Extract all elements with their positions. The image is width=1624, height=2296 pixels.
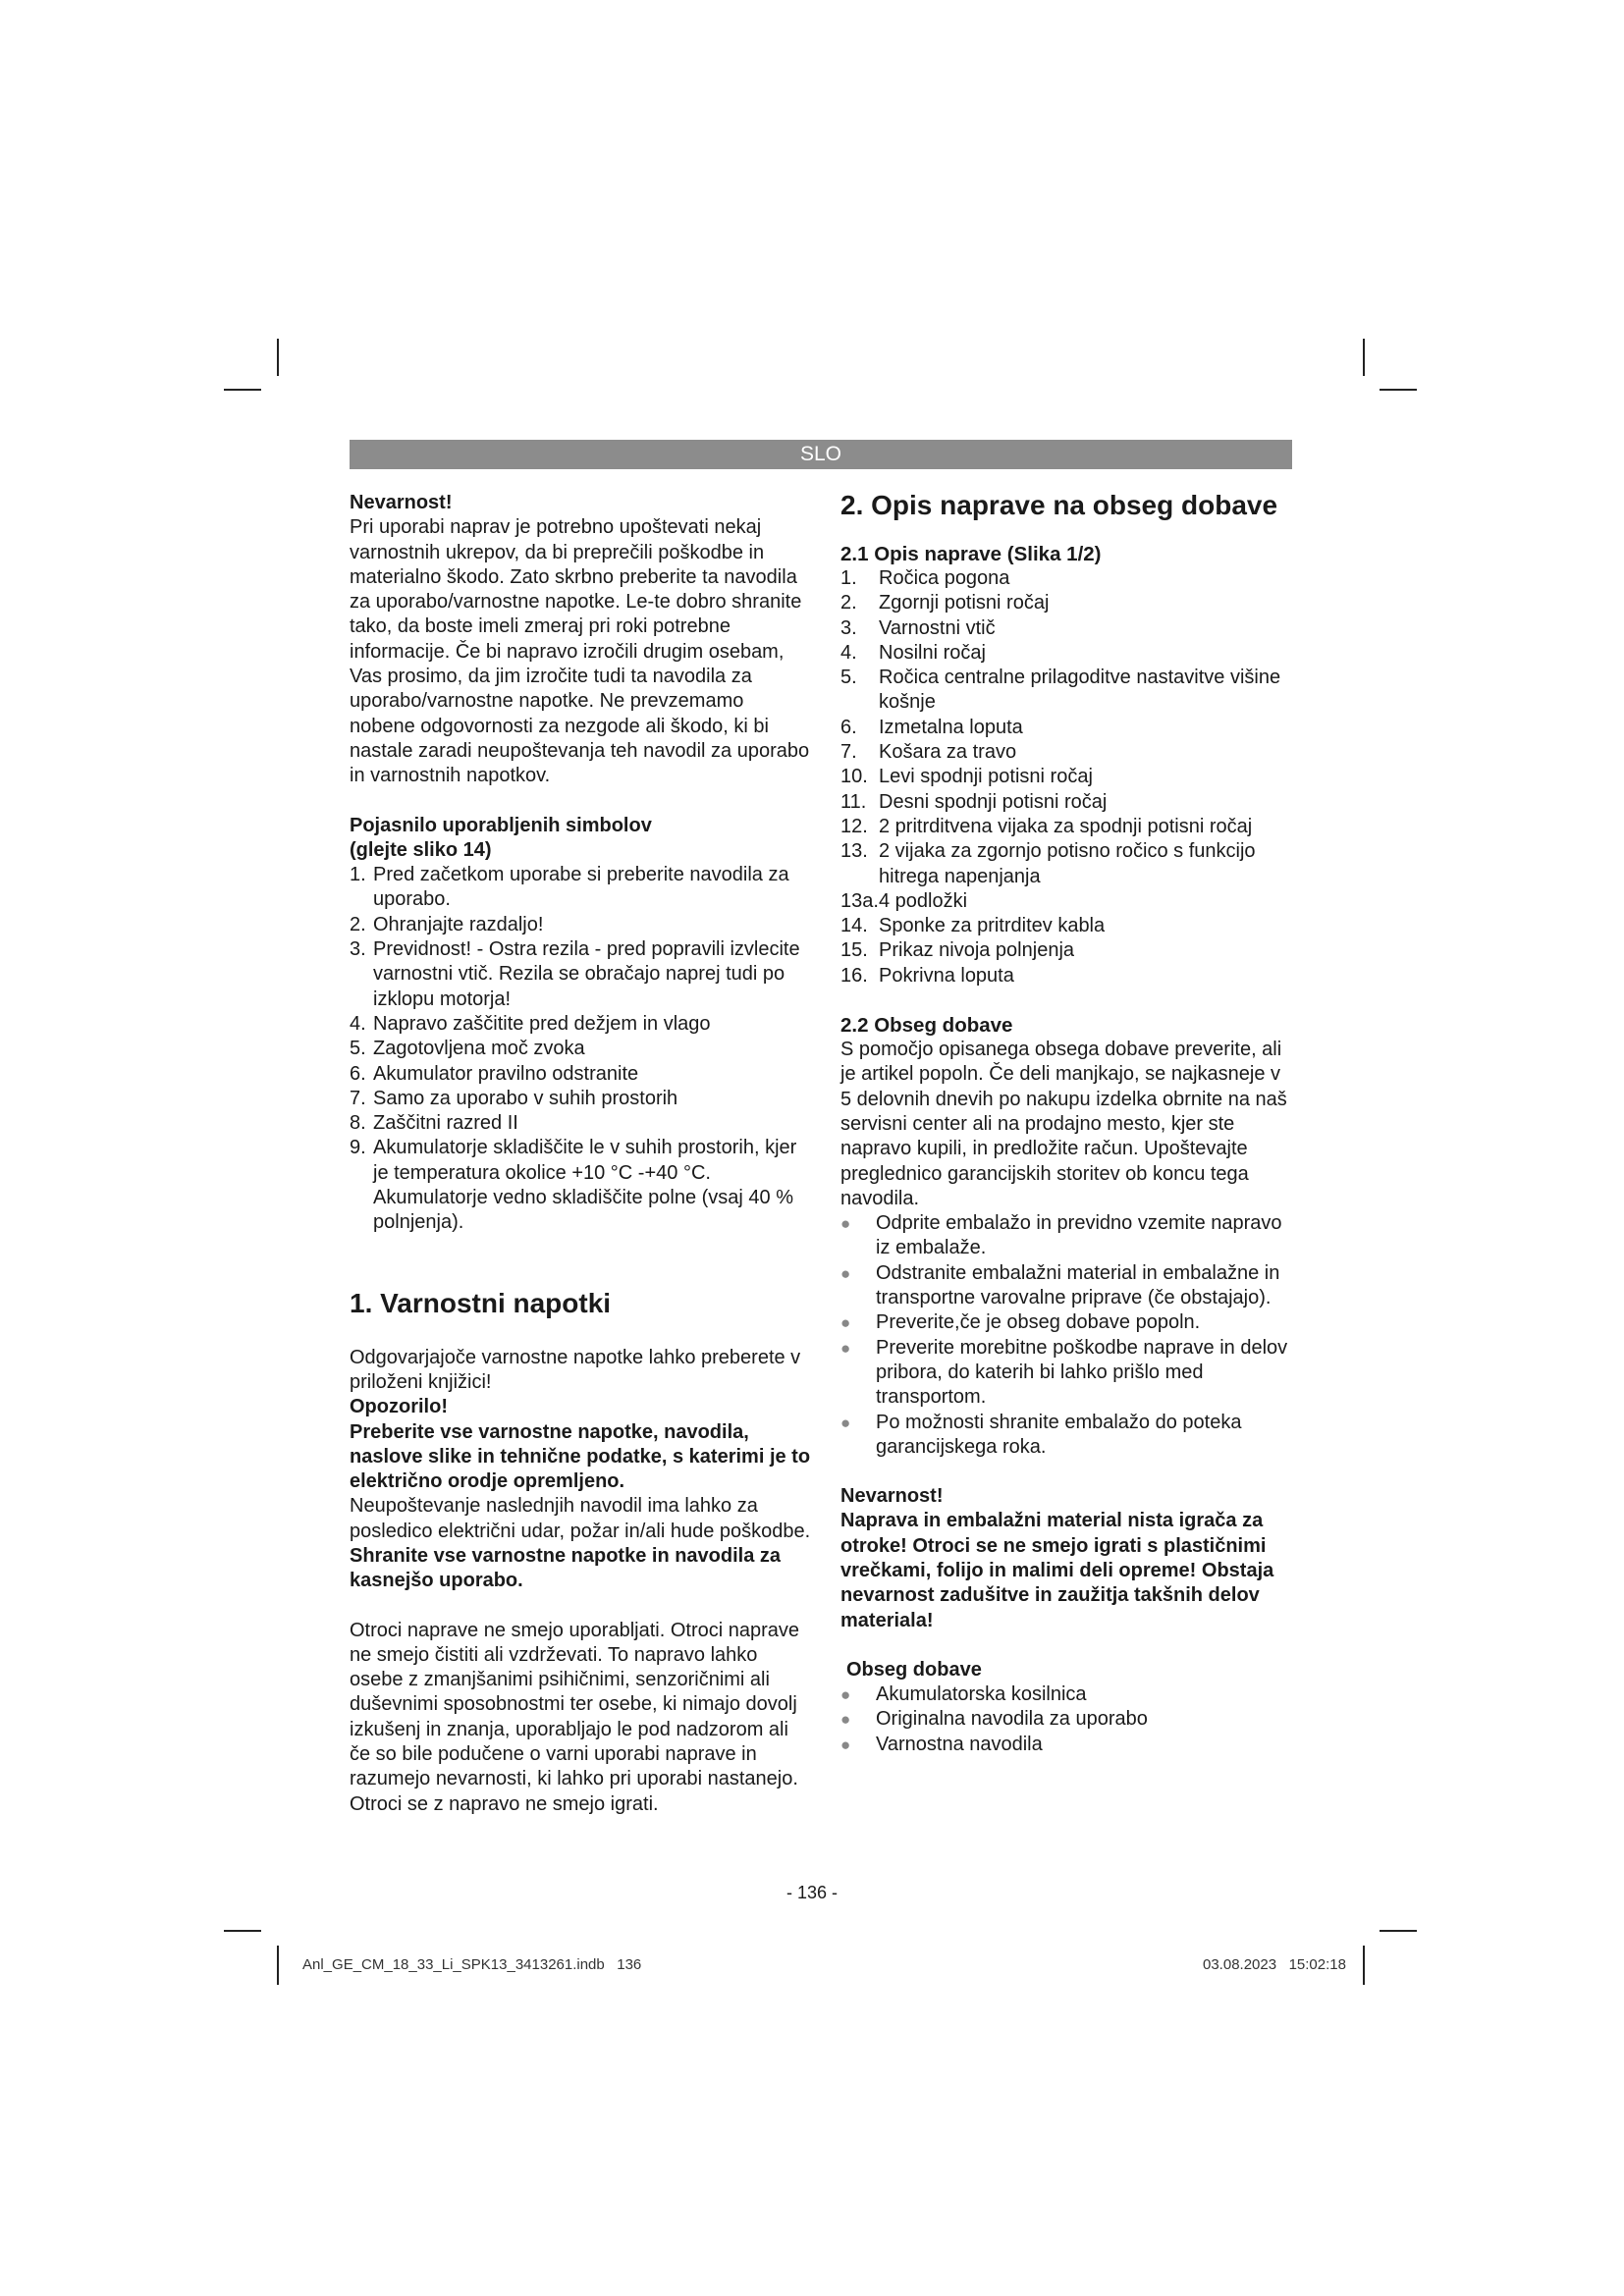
list-item: 14. Sponke za pritrditev kabla xyxy=(840,915,1106,937)
list-item: ● Varnostna navodila xyxy=(840,1733,1294,1757)
list-item: 1. Ročica pogona xyxy=(840,567,1010,589)
subsection-2-2-title: 2.2 Obseg dobave xyxy=(840,1014,1013,1038)
crop-mark-bottom-right-h xyxy=(1380,1930,1417,1932)
crop-mark-bottom-right-v xyxy=(1363,1946,1365,1985)
symbols-heading: Pojasnilo uporabljenih simbolov xyxy=(350,814,652,836)
list-item: 1. Pred začetkom uporabe si preberite navodila za uporabo. xyxy=(350,864,789,911)
danger-heading: Nevarnost! xyxy=(350,492,453,513)
section-1-title: 1. Varnostni napotki xyxy=(350,1287,612,1318)
list-item: 3. Previdnost! - Ostra rezila - pred popravili izvlecite varnostni vtič. Rezila se obračajo naprej tudi po izklopu motorja! xyxy=(350,938,800,1010)
crop-mark-top-left-h xyxy=(224,389,261,391)
children-paragraph: Otroci naprave ne smejo uporabljati. Otroci naprave ne smejo čistiti ali vzdrževati. To napravo lahko osebe z zmanjšanimi psihičnimi, senzoričnimi ali duševnimi sposobnostmi ter osebe, ki nimajo dovolj izkušenj in znanja, uporabljajo le pod nadzorom ali če so bile podučene o varni uporabi naprave in razumejo nevarnosti, ki lahko pri uporabi nastanejo. Otroci se z napravo ne smejo igrati. xyxy=(350,1619,800,1815)
list-item: 6. Izmetalna loputa xyxy=(840,716,1023,738)
list-item: 4. Napravo zaščitite pred dežjem in vlago xyxy=(350,1012,711,1035)
bullet-icon: ● xyxy=(840,1735,851,1754)
bullet-icon: ● xyxy=(840,1214,851,1234)
bullet-icon: ● xyxy=(840,1313,851,1333)
crop-mark-bottom-left-h xyxy=(224,1930,261,1932)
right-column xyxy=(840,491,1294,1757)
crop-mark-top-right-v xyxy=(1363,339,1365,376)
list-item: 11. Desni spodnji potisni ročaj xyxy=(840,790,1108,813)
list-item: ● Originalna navodila za uporabo xyxy=(840,1707,1294,1732)
list-item: 12. 2 pritrditvena vijaka za spodnji potisni ročaj xyxy=(840,815,1253,837)
crop-mark-top-left-v xyxy=(277,339,279,376)
list-item: 13a. 4 podložki xyxy=(840,889,968,912)
page-number: - 136 - xyxy=(785,1883,839,1902)
list-item: 10. Levi spodnji potisni ročaj xyxy=(840,766,1093,788)
list-item: 5. Zagotovljena moč zvoka xyxy=(350,1038,585,1060)
scope-list xyxy=(840,1682,1294,1757)
list-item: 9. Akumulatorje skladiščite le v suhih prostorih, kjer je temperatura okolice +10 °C -+40 °C. Akumulatorje vedno skladiščite polne (vsaj 40 % polnjenja). xyxy=(350,1137,797,1234)
list-item: 8. Zaščitni razred II xyxy=(350,1112,518,1135)
print-file-info: Anl_GE_CM_18_33_Li_SPK13_3413261.indb 136 xyxy=(302,1956,642,1973)
section-2-title: 2. Opis naprave na obseg dobave xyxy=(840,490,1278,520)
section-1-intro: Odgovarjajoče varnostne napotke lahko preberete v priloženi knjižici! xyxy=(350,1346,801,1393)
list-item: ● Preverite,če je obseg dobave popoln. xyxy=(840,1310,1294,1335)
unpacking-list xyxy=(840,1211,1294,1460)
warning-text: Neupoštevanje naslednjih navodil ima lahko za posledico električni udar, požar in/ali hude poškodbe. xyxy=(350,1495,811,1542)
left-column xyxy=(350,491,811,1817)
danger-heading-2: Nevarnost! xyxy=(840,1485,944,1508)
list-item: 15. Prikaz nivoja polnjenja xyxy=(840,939,1075,962)
list-item: ● Akumulatorska kosilnica xyxy=(840,1682,1294,1707)
list-item: ● Odprite embalažo in previdno vzemite napravo iz embalaže. xyxy=(840,1211,1294,1261)
list-item: 2. Zgornji potisni ročaj xyxy=(840,592,1050,614)
symbols-list xyxy=(350,863,811,1235)
bullet-icon: ● xyxy=(840,1413,851,1432)
bullet-icon: ● xyxy=(840,1263,851,1283)
list-item: ● Preverite morebitne poškodbe naprave in delov pribora, do katerih bi lahko prišlo med transportom. xyxy=(840,1336,1294,1411)
bullet-icon: ● xyxy=(840,1685,851,1705)
list-item: 5. Ročica centralne prilagoditve nastavitve višine košnje xyxy=(840,667,1281,714)
crop-mark-top-right-h xyxy=(1380,389,1417,391)
list-item: 2. Ohranjajte razdaljo! xyxy=(350,913,544,935)
print-date-info: 03.08.2023 15:02:18 xyxy=(1203,1956,1346,1973)
list-item: 7. Košara za travo xyxy=(840,741,1017,764)
list-item: 6. Akumulator pravilno odstranite xyxy=(350,1062,639,1085)
list-item: 4. Nosilni ročaj xyxy=(840,641,986,664)
warning-bold-text: Preberite vse varnostne napotke, navodila, naslove slike in tehnične podatke, s katerimi je to električno orodje opremljeno. xyxy=(350,1420,811,1493)
scope-heading: Obseg dobave xyxy=(846,1658,982,1681)
subsection-2-1-title: 2.1 Opis naprave (Slika 1/2) xyxy=(840,543,1102,565)
danger-bold-text: Naprava in embalažni material nista igrača za otroke! Otroci se ne smejo igrati s plastičnimi vrečkami, folijo in malimi deli opreme! Obstaja nevarnost zadušitve in zaužitja takšnih delov materiala! xyxy=(840,1510,1274,1631)
list-item: ● Po možnosti shranite embalažo do poteka garancijskega roka. xyxy=(840,1411,1294,1461)
danger-paragraph: Pri uporabi naprav je potrebno upoštevati nekaj varnostnih ukrepov, da bi preprečili poškodbe in materialno škodo. Zato skrbno preberite ta navodila za uporabo/varnostne napotke. Le-te dobro shranite tako, da boste imeli zmeraj pri roki potrebne informacije. Če bi napravo izročili drugim osebam, Vas prosimo, da jim izročite tudi ta navodila za uporabo/varnostne napotke. Ne prevzemamo nobene odgovornosti za nezgode ali škodo, ki bi nastale zaradi neupoštevanja teh navodil za uporabo in varnostnih napotkov. xyxy=(350,516,810,787)
warning-heading: Opozorilo! xyxy=(350,1396,448,1418)
list-item: 7. Samo za uporabo v suhih prostorih xyxy=(350,1087,678,1109)
crop-mark-bottom-left-v xyxy=(277,1946,279,1985)
list-item: 13. 2 vijaka za zgornjo potisno ročico s funkcijo hitrega napenjanja xyxy=(840,840,1256,887)
subsection-2-2-text: S pomočjo opisanega obsega dobave preverite, ali je artikel popoln. Če deli manjkajo, se najkasneje v 5 delovnih dnevih po nakupu izdelka obrnite na naš servisni center ali na prodajno mesto, kjer ste napravo kupili, in predložite račun. Upoštevajte preglednico garancijskih storitev ob koncu tega navodila. xyxy=(840,1039,1287,1209)
symbols-subheading: (glejte sliko 14) xyxy=(350,838,492,861)
list-item: 3. Varnostni vtič xyxy=(840,616,996,639)
list-item: ● Odstranite embalažni material in embalažne in transportne varovalne priprave (če obstajajo). xyxy=(840,1261,1294,1311)
bullet-icon: ● xyxy=(840,1710,851,1730)
bullet-icon: ● xyxy=(840,1338,851,1358)
language-header-bar: SLO xyxy=(350,440,1292,469)
list-item: 16. Pokrivna loputa xyxy=(840,964,1014,987)
keep-instructions-text: Shranite vse varnostne napotke in navodila za kasnejšo uporabo. xyxy=(350,1544,782,1592)
parts-list xyxy=(840,566,1294,988)
